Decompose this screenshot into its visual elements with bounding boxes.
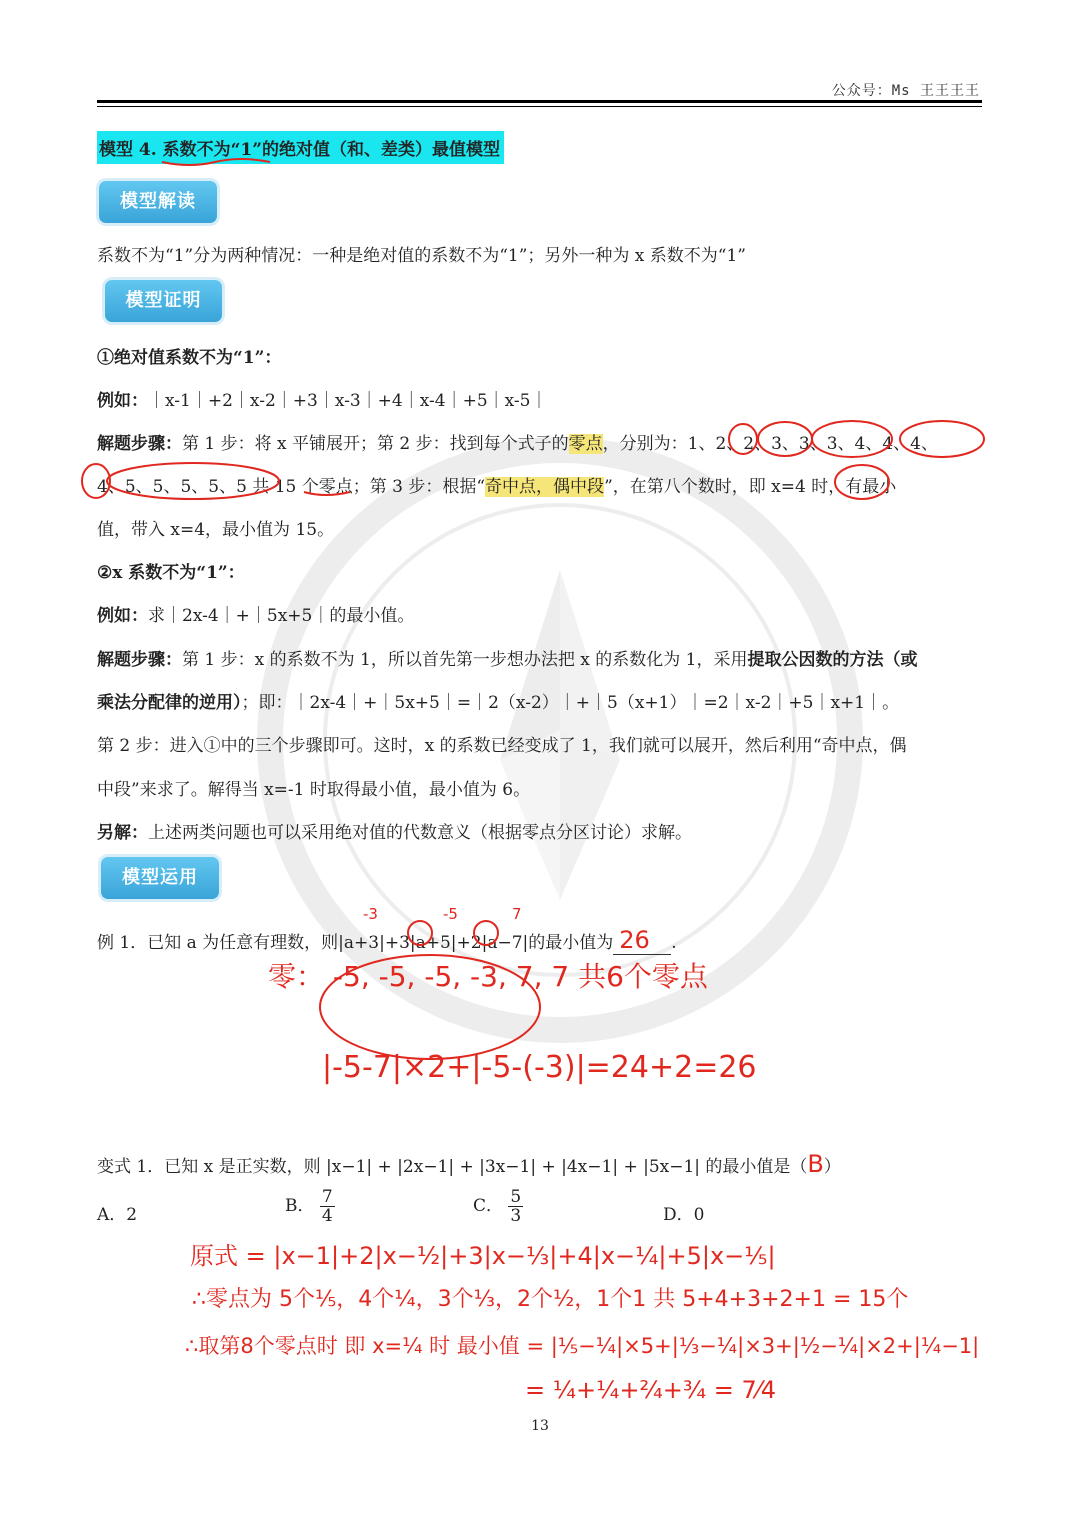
highlight-odd-even-rule: 奇中点，偶中段 bbox=[485, 477, 605, 497]
example1-text-a: 例 1．已知 a 为任意有理数，则 bbox=[97, 933, 339, 953]
case1-steps-label: 解题步骤： bbox=[97, 434, 182, 454]
option-b-fraction bbox=[320, 1188, 335, 1225]
case2-steps-label: 解题步骤： bbox=[97, 650, 182, 670]
option-c-numerator: 5 bbox=[510, 1187, 522, 1207]
example1-question: 例 1．已知 a 为任意有理数，则|a+3|+3|a+5|+2|a−7|的最小值为 26 . bbox=[97, 926, 677, 954]
case2-alt-label: 另解： bbox=[97, 823, 148, 843]
option-a-value: 2 bbox=[126, 1205, 138, 1225]
pill-model-apply: 模型运用 bbox=[101, 857, 219, 899]
option-d bbox=[663, 1200, 704, 1225]
option-b-denominator: 4 bbox=[321, 1206, 333, 1226]
example1-answer: 26 bbox=[619, 926, 650, 954]
option-c bbox=[473, 1188, 523, 1225]
case2-alt-text: 上述两类问题也可以采用绝对值的代数意义（根据零点分区讨论）求解。 bbox=[148, 823, 692, 843]
hand-work-line1: 原式 = |x−1|+2|x−½|+3|x−⅓|+4|x−¼|+5|x−⅕| bbox=[190, 1242, 776, 1270]
case2-steps-line3: 第 2 步：进入①中的三个步骤即可。这时，x 的系数已经变成了 1，我们就可以展开，然后利用“奇中点，偶 bbox=[97, 736, 907, 756]
variant1-expr: |x−1| + |2x−1| + |3x−1| + |4x−1| + |5x−1| bbox=[326, 1157, 701, 1177]
case2-example-label: 例如： bbox=[97, 606, 148, 626]
case2-line2-bold: 乘法分配律的逆用） bbox=[97, 693, 242, 713]
highlight-zero-point: 零点 bbox=[568, 434, 603, 454]
hand-zero-points: 零： -5, -5, -5, -3, 7, 7 共6个零点 bbox=[268, 960, 708, 993]
case2-example bbox=[97, 601, 414, 626]
variant1-question bbox=[97, 1150, 841, 1178]
case2-steps bbox=[97, 645, 917, 670]
section-title: 模型 4. 系数不为“1”的绝对值（和、差类）最值模型 bbox=[97, 131, 504, 164]
case1-steps-line3: 值，带入 x=4，最小值为 15。 bbox=[97, 520, 335, 540]
hand-work-line3: ∴取第8个零点时 即 x=¼ 时 最小值 = |⅕−¼|×5+|⅓−¼|×3+|½−¼|×2+|¼−1| bbox=[185, 1334, 980, 1358]
option-b-label: B． bbox=[285, 1196, 315, 1216]
option-c-fraction bbox=[508, 1188, 523, 1225]
pill-model-proof: 模型证明 bbox=[105, 280, 222, 322]
case2-alt bbox=[97, 818, 692, 843]
case2-example-expr: 求｜2x-4｜+｜5x+5｜的最小值。 bbox=[148, 606, 415, 626]
option-c-label: C． bbox=[473, 1196, 504, 1216]
variant1-text-b: 的最小值是（ bbox=[705, 1157, 808, 1177]
handwritten-circles bbox=[0, 0, 1080, 560]
option-b-numerator: 7 bbox=[321, 1187, 333, 1207]
intro-text: 系数不为“1”分为两种情况：一种是绝对值的系数不为“1”；另外一种为 x 系数不为“1” bbox=[97, 246, 746, 266]
header-text: 公众号：Ms 王王王王 bbox=[831, 83, 980, 99]
hand-work-line2: ∴零点为 5个⅕，4个¼，3个⅓，2个½，1个1 共 5+4+3+2+1 = 15个 bbox=[192, 1287, 909, 1312]
option-a bbox=[97, 1200, 137, 1225]
option-c-denominator: 3 bbox=[510, 1206, 522, 1226]
variant1-text-a: 变式 1．已知 x 是正实数，则 bbox=[97, 1157, 321, 1177]
option-a-label: A． bbox=[97, 1205, 127, 1225]
case1-steps-b: ，分别为：1、2、2、3、3、3、4、4、4、 bbox=[602, 434, 938, 454]
hand-mark-1: -3 bbox=[363, 905, 378, 923]
option-b bbox=[285, 1188, 335, 1225]
variant1-answer: B bbox=[807, 1150, 824, 1178]
case2-steps-a: 第 1 步：x 的系数不为 1，所以首先第一步想办法把 x 的系数化为 1，采用 bbox=[182, 650, 748, 670]
case1-line2-b: ”，在第八个数时，即 x=4 时，有最小 bbox=[604, 477, 897, 497]
case1-heading: ①绝对值系数不为“1”： bbox=[97, 348, 282, 368]
case1-example-expr: ｜x-1｜+2｜x-2｜+3｜x-3｜+4｜x-4｜+5｜x-5｜ bbox=[148, 391, 548, 411]
case2-steps-bold: 提取公因数的方法（或 bbox=[747, 650, 918, 670]
case2-steps-line4: 中段”来求了。解得当 x=-1 时取得最小值，最小值为 6。 bbox=[97, 780, 531, 800]
case1-line2-a: 4、5、5、5、5、5 共 15 个零点；第 3 步：根据“ bbox=[97, 477, 486, 497]
variant1-text-c: ） bbox=[823, 1157, 841, 1177]
example1-text-b: 的最小值为 bbox=[528, 933, 614, 953]
case1-example-label: 例如： bbox=[97, 391, 148, 411]
example1-answer-blank bbox=[613, 926, 671, 955]
hand-calc: |-5-7|×2+|-5-(-3)|=24+2=26 bbox=[322, 1050, 757, 1085]
case1-steps-a: 第 1 步：将 x 平铺展开；第 2 步：找到每个式子的 bbox=[182, 434, 569, 454]
case2-steps-line2 bbox=[97, 688, 899, 713]
hand-work-line4: = ¼+¼+²⁄₄+¾ = 7⁄4 bbox=[525, 1376, 777, 1404]
case2-heading: ②x 系数不为“1”： bbox=[97, 563, 245, 583]
example1-expr: |a+3|+3|a+5|+2|a−7| bbox=[338, 933, 529, 953]
page-number: 13 bbox=[531, 1418, 549, 1434]
case2-line2-rest: ；即：｜2x-4｜+｜5x+5｜=｜2（x-2）｜+｜5（x+1）｜=2｜x-2｜+5｜x+1｜。 bbox=[241, 693, 900, 713]
hand-mark-2: -5 bbox=[443, 905, 458, 923]
option-d-label: D． bbox=[663, 1205, 694, 1225]
pill-model-interpret: 模型解读 bbox=[99, 181, 217, 223]
hand-mark-3: 7 bbox=[512, 905, 522, 923]
option-d-value: 0 bbox=[693, 1205, 705, 1225]
